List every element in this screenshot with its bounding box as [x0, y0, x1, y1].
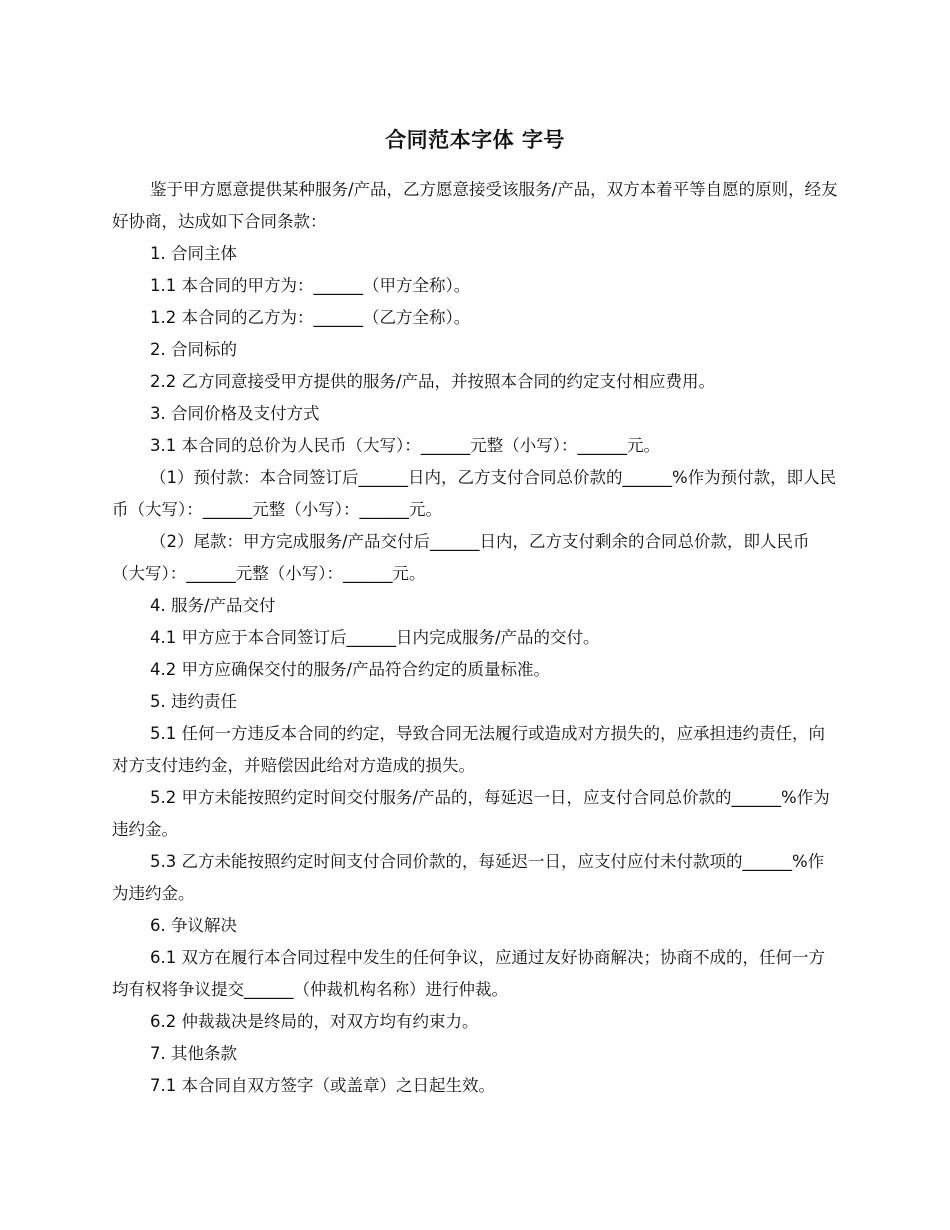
section-heading: 7. 其他条款: [150, 1044, 237, 1063]
clause: （2）尾款：甲方完成服务/产品交付后______日内，乙方支付剩余的合同总价款，即人民币（大写）：______元整（小写）：______元。: [112, 532, 810, 583]
clause: 1.2 本合同的乙方为：______（乙方全称）。: [150, 308, 471, 327]
section-heading: 5. 违约责任: [150, 692, 237, 711]
clause: 1.1 本合同的甲方为：______（甲方全称）。: [150, 276, 471, 295]
clause: 4.2 甲方应确保交付的服务/产品符合约定的质量标准。: [150, 660, 551, 679]
section-heading: 2. 合同标的: [150, 340, 237, 359]
document-body: [112, 174, 840, 1102]
section-heading: 1. 合同主体: [150, 244, 237, 263]
clause: 3.1 本合同的总价为人民币（大写）：______元整（小写）：______元。: [150, 436, 660, 455]
clause: 2.2 乙方同意接受甲方提供的服务/产品，并按照本合同的约定支付相应费用。: [150, 372, 716, 391]
clause: 4.1 甲方应于本合同签订后______日内完成服务/产品的交付。: [150, 628, 600, 647]
section-heading: 3. 合同价格及支付方式: [150, 404, 320, 423]
clause: 7.1 本合同自双方签字（或盖章）之日起生效。: [150, 1076, 495, 1095]
page-title: 合同范本字体 字号: [385, 128, 565, 152]
clause: 5.3 乙方未能按照约定时间支付合同价款的，每延迟一日，应支付应付未付款项的______%作为违约金。: [112, 852, 825, 903]
section-heading: 6. 争议解决: [150, 916, 237, 935]
clause: 5.2 甲方未能按照约定时间交付服务/产品的，每延迟一日，应支付合同总价款的______%作为违约金。: [112, 788, 830, 839]
section-heading: 4. 服务/产品交付: [150, 596, 276, 615]
intro-paragraph: 鉴于甲方愿意提供某种服务/产品，乙方愿意接受该服务/产品，双方本着平等自愿的原则，经友好协商，达成如下合同条款：: [112, 180, 838, 231]
clause: （1）预付款：本合同签订后______日内，乙方支付合同总价款的______%作为预付款，即人民币（大写）：______元整（小写）：______元。: [112, 468, 837, 519]
clause: 6.2 仲裁裁决是终局的，对双方均有约束力。: [150, 1012, 479, 1031]
clause: 6.1 双方在履行本合同过程中发生的任何争议，应通过友好协商解决；协商不成的，任何一方均有权将争议提交______（仲裁机构名称）进行仲裁。: [112, 948, 825, 999]
clause: 5.1 任何一方违反本合同的约定，导致合同无法履行或造成对方损失的，应承担违约责任，向对方支付违约金，并赔偿因此给对方造成的损失。: [112, 724, 825, 775]
